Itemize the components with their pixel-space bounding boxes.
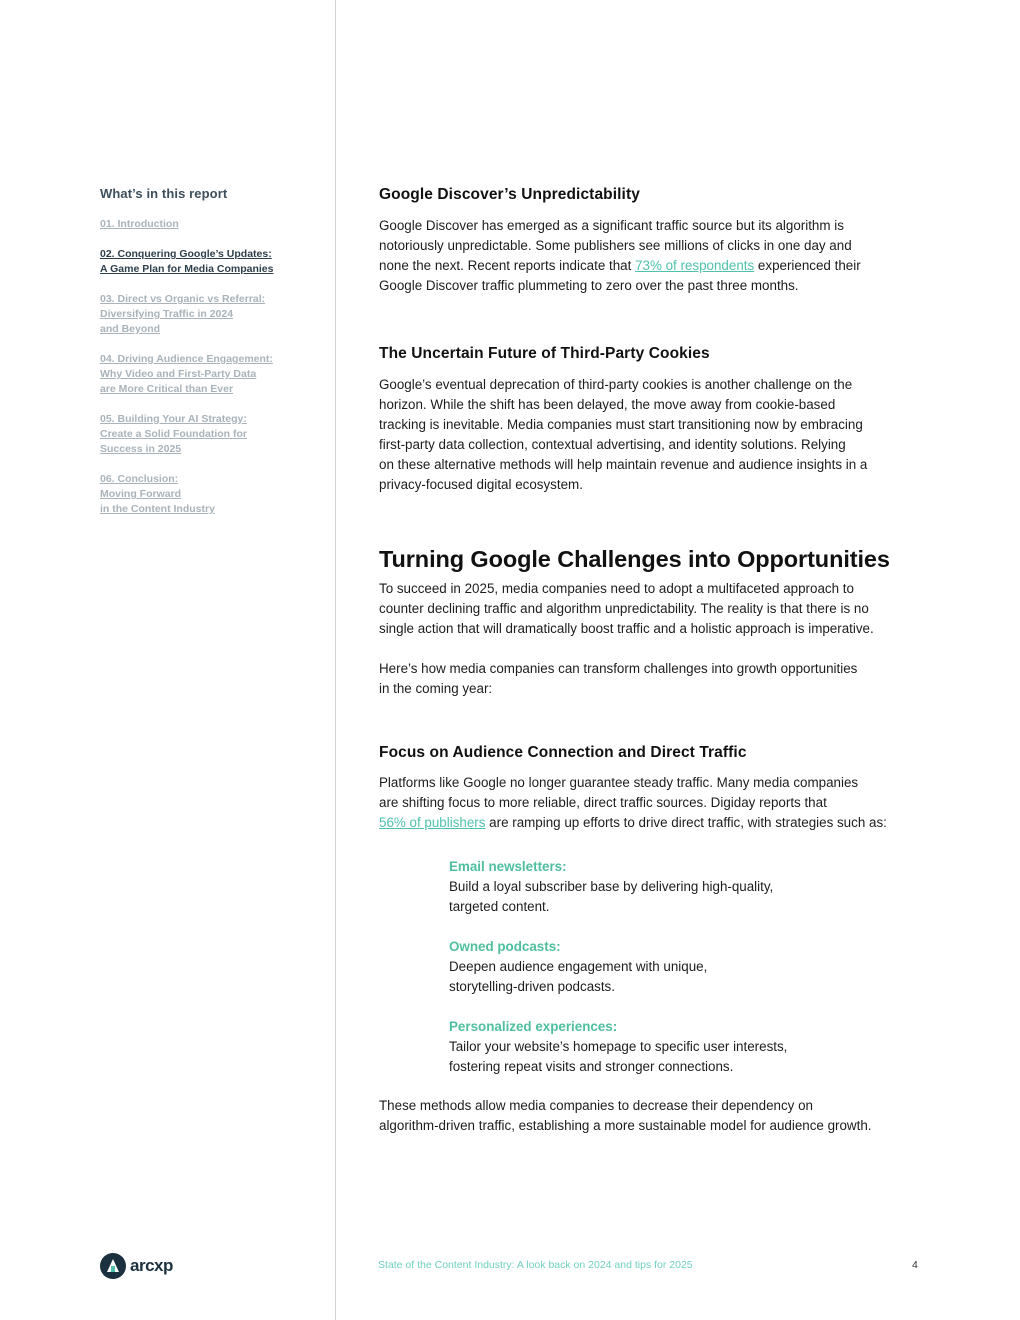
section-cookies (379, 345, 924, 495)
logo-text: arcxp (130, 1256, 173, 1275)
toc-item[interactable] (100, 217, 320, 232)
arcxp-logo-icon (100, 1253, 126, 1279)
toc-item[interactable] (100, 412, 320, 457)
arcxp-logo (100, 1253, 173, 1279)
text-span: are ramping up efforts to drive direct traffic, with strategies such as: (485, 815, 887, 830)
toc-link[interactable]: Success in 2025 (100, 443, 182, 455)
paragraph-line: counter declining traffic and algorithm unpredictability. The reality is that there is no (379, 601, 869, 616)
paragraph-line: first-party data collection, contextual advertising, and identity solutions. Relying (379, 437, 846, 452)
section-paragraph (379, 216, 924, 296)
paragraph-line: tracking is inevitable. Media companies must start transitioning now by embracing (379, 417, 863, 432)
paragraph-line: notoriously unpredictable. Some publishers see millions of clicks in one day and (379, 238, 852, 253)
paragraph-line: storytelling-driven podcasts. (449, 979, 615, 994)
paragraph-line: fostering repeat visits and stronger connections. (449, 1059, 734, 1074)
page-number: 4 (912, 1259, 918, 1271)
toc-link[interactable]: are More Critical than Ever (100, 383, 234, 395)
toc-link[interactable]: 02. Conquering Google’s Updates: (100, 248, 272, 260)
section-heading: Google Discover’s Unpredictability (379, 186, 640, 203)
section-direct-traffic (379, 744, 924, 1133)
section-paragraph (379, 579, 924, 639)
toc-item[interactable] (100, 472, 320, 517)
paragraph-line: To succeed in 2025, media companies need to adopt a multifaceted approach to (379, 581, 854, 596)
paragraph-line (379, 813, 924, 833)
toc-item[interactable] (100, 352, 320, 397)
strategy-label: Owned podcasts: (449, 939, 561, 954)
publishers-link[interactable]: 56% of publishers (379, 815, 486, 830)
section-paragraph (379, 659, 924, 699)
toc-link[interactable]: 01. Introduction (100, 218, 179, 230)
paragraph-line: Google Discover traffic plummeting to zero over the past three months. (379, 278, 799, 293)
respondents-link[interactable]: 73% of respondents (635, 258, 755, 273)
paragraph-line: horizon. While the shift has been delayed, the move away from cookie-based (379, 397, 836, 412)
toc-link[interactable]: 04. Driving Audience Engagement: (100, 353, 273, 365)
section-heading: The Uncertain Future of Third-Party Cookies (379, 345, 710, 362)
paragraph-line: single action that will dramatically boost traffic and a holistic approach is imperative. (379, 621, 874, 636)
toc-list (100, 217, 320, 517)
toc-link[interactable]: 05. Building Your AI Strategy: (100, 413, 247, 425)
section-paragraph (379, 773, 924, 833)
toc-link[interactable]: in the Content Industry (100, 503, 215, 515)
strategy-label: Email newsletters: (449, 859, 567, 874)
toc-link[interactable]: Create a Solid Foundation for (100, 428, 248, 440)
strategy-label: Personalized experiences: (449, 1019, 618, 1034)
paragraph-line: Google’s eventual deprecation of third-party cookies is another challenge on the (379, 377, 853, 392)
strategy-description (449, 957, 869, 997)
strategy-item (449, 1017, 869, 1077)
strategy-list (449, 857, 869, 1097)
toc-item[interactable] (100, 247, 320, 277)
strategy-description (449, 1037, 869, 1077)
section-discover (379, 186, 924, 296)
strategy-item (449, 937, 869, 997)
table-of-contents (100, 186, 320, 532)
text-span: none the next. Recent reports indicate that (379, 258, 636, 273)
paragraph-line: Google Discover has emerged as a significant traffic source but its algorithm is (379, 218, 844, 233)
paragraph-line: in the coming year: (379, 681, 493, 696)
paragraph-line: algorithm-driven traffic, establishing a more sustainable model for audience growth. (379, 1118, 872, 1133)
toc-item[interactable] (100, 292, 320, 337)
paragraph-line: targeted content. (449, 899, 550, 914)
closing-paragraph (379, 1096, 872, 1136)
toc-title: What’s in this report (100, 186, 228, 201)
paragraph-line: privacy-focused digital ecosystem. (379, 477, 583, 492)
toc-link[interactable]: Why Video and First-Party Data (100, 368, 257, 380)
paragraph-line (379, 256, 924, 276)
section-opportunities (379, 546, 924, 699)
paragraph-line: are shifting focus to more reliable, direct traffic sources. Digiday reports that (379, 795, 827, 810)
section-heading: Focus on Audience Connection and Direct Traffic (379, 744, 747, 761)
main-heading: Turning Google Challenges into Opportunities (379, 546, 890, 572)
paragraph-line: These methods allow media companies to decrease their dependency on (379, 1098, 813, 1113)
paragraph-line: Tailor your website’s homepage to specific user interests, (449, 1039, 788, 1054)
paragraph-line: on these alternative methods will help maintain revenue and audience insights in a (379, 457, 868, 472)
strategy-description (449, 877, 869, 917)
section-paragraph (379, 375, 924, 495)
toc-link[interactable]: and Beyond (100, 323, 161, 335)
strategy-item (449, 857, 869, 917)
toc-link[interactable]: 06. Conclusion: (100, 473, 179, 485)
column-divider (335, 0, 336, 1320)
paragraph-line: Here’s how media companies can transform challenges into growth opportunities (379, 661, 858, 676)
paragraph-line: Build a loyal subscriber base by delivering high-quality, (449, 879, 774, 894)
footer-title: State of the Content Industry: A look back on 2024 and tips for 2025 (378, 1259, 693, 1271)
paragraph-line: Platforms like Google no longer guarantee steady traffic. Many media companies (379, 775, 859, 790)
paragraph-line: Deepen audience engagement with unique, (449, 959, 708, 974)
text-span: experienced their (754, 258, 861, 273)
toc-link[interactable]: 03. Direct vs Organic vs Referral: (100, 293, 266, 305)
toc-link[interactable]: Moving Forward (100, 488, 182, 500)
toc-link[interactable]: Diversifying Traffic in 2024 (100, 308, 234, 320)
toc-link[interactable]: A Game Plan for Media Companies (100, 263, 274, 275)
